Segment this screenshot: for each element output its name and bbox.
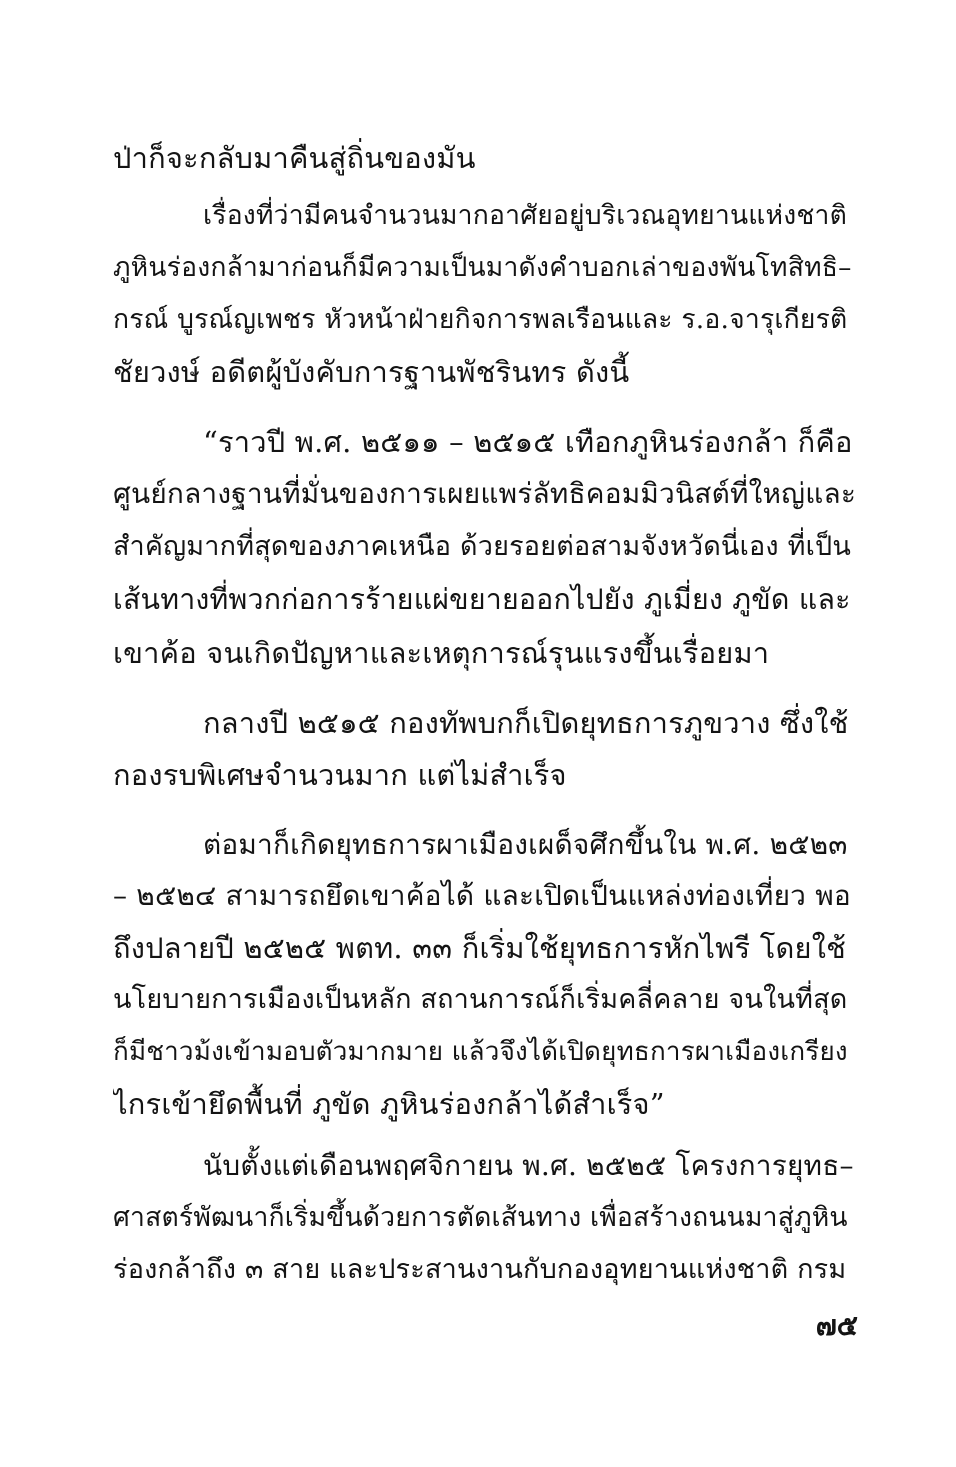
- text-line: ป่าก็จะกลับมาคืนสู่ถิ่นของมัน: [113, 141, 476, 175]
- text-line: ชัยวงษ์ อดีตผู้บังคับการฐานพัชรินทร ดังนี้: [113, 355, 630, 389]
- text-line: ภูหินร่องกล้ามาก่อนก็มีความเป็นมาดังคำบอกเล่าของพันโทสิทธิ–: [113, 252, 852, 283]
- quote-line: ต่อมาก็เกิดยุทธการผาเมืองเผด็จศึกขึ้นใน พ.ศ. ๒๕๒๓: [203, 828, 848, 861]
- page-number: ๗๕: [815, 1309, 858, 1342]
- quote-line: เส้นทางที่พวกก่อการร้ายแผ่ขยายออกไปยัง ภูเมี่ยง ภูขัด และ: [113, 583, 851, 616]
- quote-line: กองรบพิเศษจำนวนมาก แต่ไม่สำเร็จ: [113, 758, 567, 792]
- quote-line: นโยบายการเมืองเป็นหลัก สถานการณ์ก็เริ่มคลี่คลาย จนในที่สุด: [113, 984, 848, 1015]
- text-line: เรื่องที่ว่ามีคนจำนวนมากอาศัยอยู่บริเวณอุทยานแห่งชาติ: [203, 200, 848, 231]
- text-line: นับตั้งแต่เดือนพฤศจิกายน พ.ศ. ๒๕๒๕ โครงการยุทธ–: [203, 1149, 854, 1182]
- quote-line: ก็มีชาวม้งเข้ามอบตัวมากมาย แล้วจึงได้เปิดยุทธการผาเมืองเกรียง: [113, 1037, 848, 1067]
- text-line: ศาสตร์พัฒนาก็เริ่มขึ้นด้วยการตัดเส้นทาง เพื่อสร้างถนนมาสู่ภูหิน: [113, 1202, 848, 1233]
- quote-line: สำคัญมากที่สุดของภาคเหนือ ด้วยรอยต่อสามจังหวัดนี่เอง ที่เป็น: [113, 531, 852, 562]
- quote-line: เขาค้อ จนเกิดปัญหาและเหตุการณ์รุนแรงขึ้นเรื่อยมา: [113, 636, 770, 670]
- text-line: ร่องกล้าถึง ๓ สาย และประสานงานกับกองอุทยานแห่งชาติ กรม: [113, 1254, 847, 1285]
- text-line: กรณ์ บูรณ์ญเพชร หัวหน้าฝ่ายกิจการพลเรือนและ ร.อ.จารุเกียรติ: [113, 304, 848, 335]
- quote-line: ถึงปลายปี ๒๕๒๕ พตท. ๓๓ ก็เริ่มใช้ยุทธการหักไพรี โดยใช้: [113, 931, 846, 965]
- quote-line: กลางปี ๒๕๑๕ กองทัพบกก็เปิดยุทธการภูขวาง ซึ่งใช้: [203, 706, 849, 740]
- quote-line: – ๒๕๒๔ สามารถยึดเขาค้อได้ และเปิดเป็นแหล่งท่องเที่ยว พอ: [113, 879, 851, 912]
- quote-line: “ราวปี พ.ศ. ๒๕๑๑ – ๒๕๑๕ เทือกภูหินร่องกล้า ก็คือ: [203, 425, 853, 459]
- quote-line: ไกรเข้ายึดพื้นที่ ภูขัด ภูหินร่องกล้าได้สำเร็จ”: [113, 1087, 665, 1121]
- quote-line: ศูนย์กลางฐานที่มั่นของการเผยแพร่ลัทธิคอมมิวนิสต์ที่ใหญ่และ: [113, 477, 856, 510]
